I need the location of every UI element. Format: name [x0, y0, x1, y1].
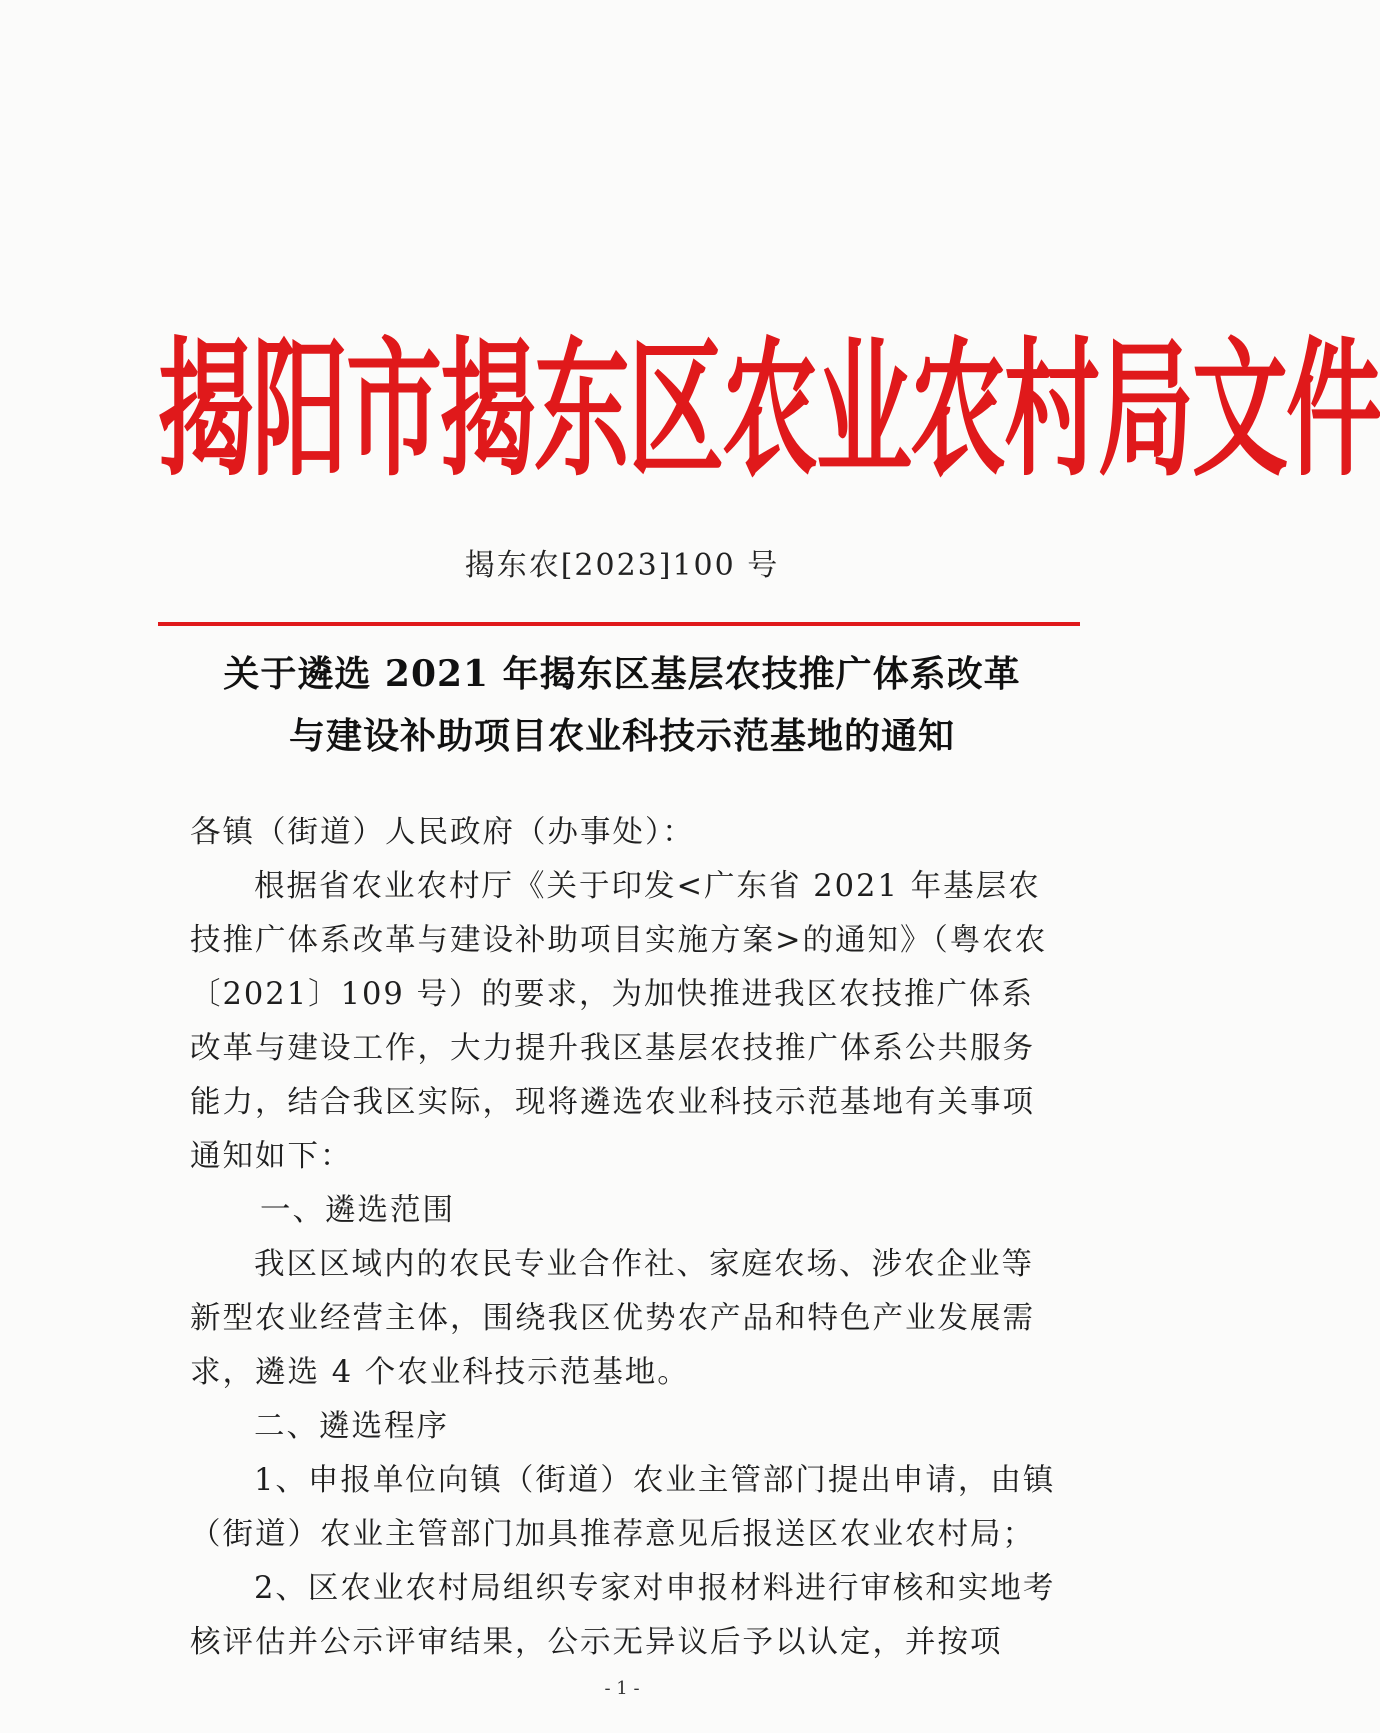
letterhead-char: 件 [1286, 322, 1380, 497]
red-divider-line [158, 622, 1080, 626]
document-body [190, 806, 1056, 1670]
letterhead-char: 文 [1192, 322, 1286, 497]
letterhead-char: 阳 [252, 322, 346, 497]
intro-paragraph: 根据省农业农村厅《关于印发<广东省 2021 年基层农技推广体系改革与建设补助项目实施方案>的通知》（粤农农〔2021〕109 号）的要求，为加快推进我区农技推广体系改革与建设工作，大力提升我区基层农技推广体系公共服务能力，结合我区实际，现将遴选农业科技示范基地有关事项通知如下： [190, 869, 1048, 1174]
salutation: 各镇（街道）人民政府（办事处）： [190, 815, 695, 850]
document-number: 揭东农[2023]100 号 [464, 548, 780, 583]
title-line-2: 与建设补助项目农业科技示范基地的通知 [288, 715, 955, 757]
letterhead-char: 局 [1098, 322, 1192, 497]
letterhead-char: 业 [816, 322, 910, 497]
section-heading-procedure: 二、遴选程序 [254, 1409, 449, 1444]
procedure-item-1: 1、申报单位向镇（街道）农业主管部门提出申请，由镇（街道）农业主管部门加具推荐意见后报送区农业农村局； [190, 1463, 1056, 1552]
letterhead-char: 市 [346, 322, 440, 497]
document-title [150, 643, 1094, 767]
letterhead-char: 区 [628, 322, 722, 497]
procedure-item-2: 2、区农业农村局组织专家对申报材料进行审核和实地考核评估并公示评审结果，公示无异议后予以认定，并按项 [190, 1571, 1056, 1660]
section-heading-scope: 一、遴选范围 [260, 1193, 455, 1228]
letterhead-char: 揭 [158, 322, 252, 497]
letterhead-char: 东 [534, 322, 628, 497]
letterhead-char: 揭 [440, 322, 534, 497]
letterhead-char: 农 [910, 322, 1004, 497]
scope-paragraph: 我区区域内的农民专业合作社、家庭农场、涉农企业等新型农业经营主体，围绕我区优势农产品和特色产业发展需求，遴选 4 个农业科技示范基地。 [190, 1247, 1035, 1390]
title-line-1: 关于遴选 2021 年揭东区基层农技推广体系改革 [223, 653, 1021, 695]
letterhead-title [158, 318, 1380, 497]
letterhead-char: 村 [1004, 322, 1098, 497]
letterhead-char: 农 [722, 322, 816, 497]
page-number: - 1 - [604, 1678, 640, 1699]
